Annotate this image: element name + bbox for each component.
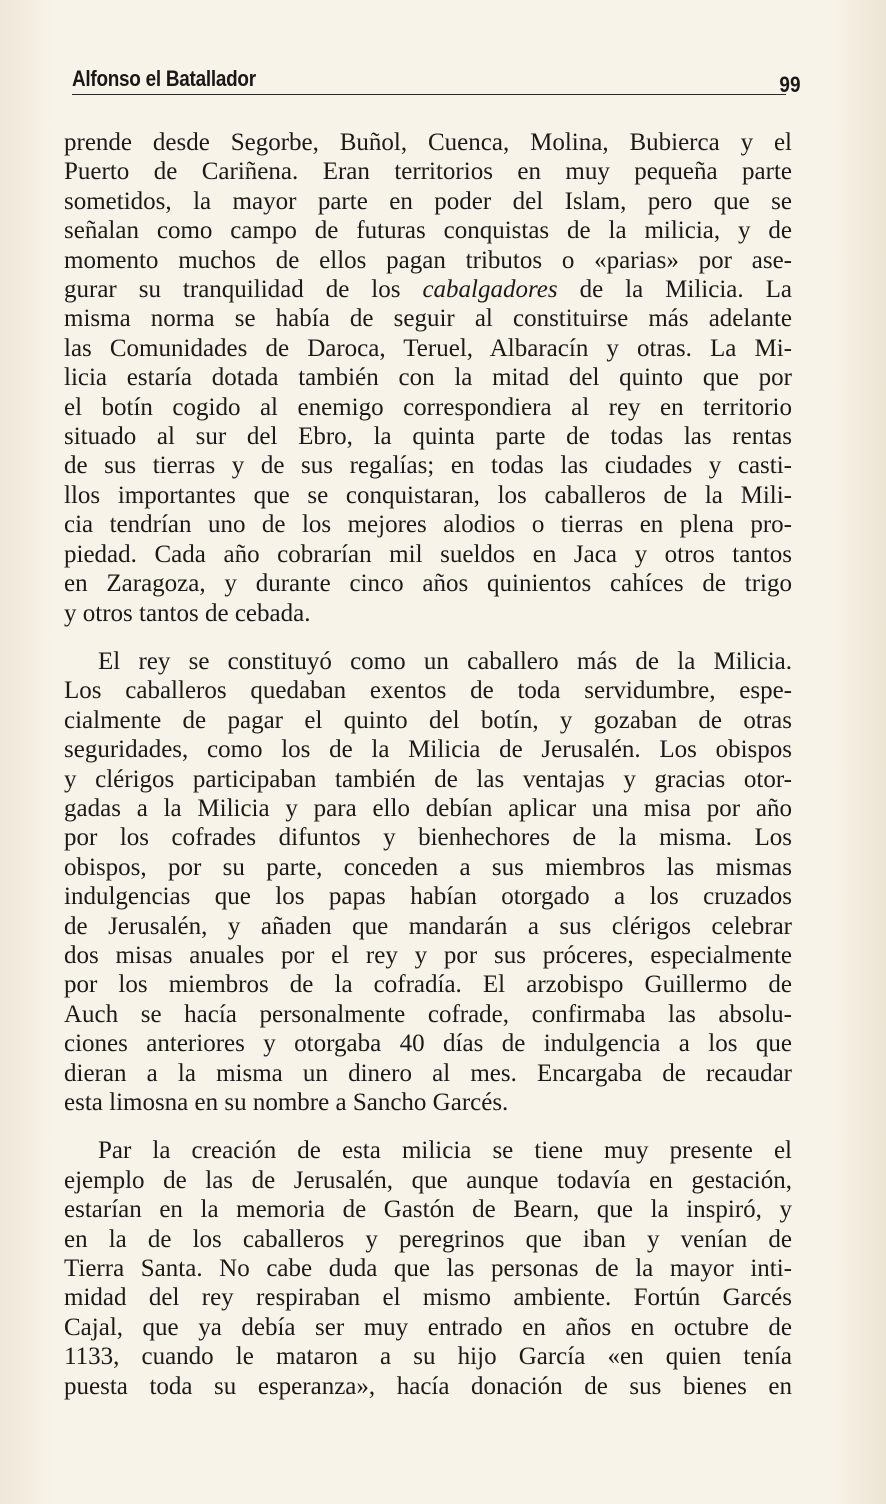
text-line: cialmente de pagar el quinto del botín, y gozaban de otras	[64, 706, 792, 734]
text-line: obispos, por su parte, conceden a sus miembros las mismas	[64, 853, 792, 881]
text-line: seguridades, como los de la Milicia de Jerusalén. Los obispos	[64, 736, 792, 764]
text-line: Puerto de Cariñena. Eran territorios en muy pequeña parte	[64, 158, 792, 186]
text-line: situado al sur del Ebro, la quinta parte de todas las rentas	[64, 423, 792, 451]
text-line: gadas a la Milicia y para ello debían aplicar una misa por año	[64, 794, 792, 822]
text-line: el botín cogido al enemigo correspondiera al rey en territorio	[64, 393, 792, 421]
page-number: 99	[778, 72, 800, 97]
paragraph-2	[64, 647, 792, 1118]
text-line: y otros tantos de cebada.	[64, 599, 311, 627]
paragraph-1	[64, 128, 792, 628]
text-line: momento muchos de ellos pagan tributos o «parias» por ase-	[64, 246, 792, 274]
text-line: en la de los caballeros y peregrinos que iban y venían de	[64, 1225, 792, 1253]
text-line: Tierra Santa. No cabe duda que las personas de la mayor inti-	[64, 1255, 792, 1283]
body-text	[64, 128, 792, 1401]
text-line: midad del rey respiraban el mismo ambiente. Fortún Garcés	[64, 1284, 792, 1312]
text-line: sometidos, la mayor parte en poder del Islam, pero que se	[64, 187, 792, 215]
text-line: y clérigos participaban también de las ventajas y gracias otor-	[64, 765, 792, 793]
text-line: por los miembros de la cofradía. El arzobispo Guillermo de	[64, 971, 792, 999]
text-line: cia tendrían uno de los mejores alodios o tierras en plena pro-	[64, 511, 792, 539]
text-line: dos misas anuales por el rey y por sus próceres, especialmente	[64, 941, 792, 969]
text-line-with-italic: gurar su tranquilidad de los cabalgadores de la Milicia. La	[64, 276, 792, 304]
text-line: llos importantes que se conquistaran, los caballeros de la Mili-	[64, 481, 792, 509]
text-line: 1133, cuando le mataron a su hijo García «en quien tenía	[64, 1343, 792, 1371]
text-line: piedad. Cada año cobrarían mil sueldos en Jaca y otros tantos	[64, 540, 792, 568]
text-line: esta limosna en su nombre a Sancho Garcés.	[64, 1089, 509, 1116]
text-line: Par la creación de esta milicia se tiene muy presente el	[98, 1137, 792, 1165]
paragraph-3	[64, 1136, 792, 1401]
text-line: por los cofrades difuntos y bienhechores de la misma. Los	[64, 824, 792, 852]
text-line: ciones anteriores y otorgaba 40 días de indulgencia a los que	[64, 1030, 792, 1058]
italic-term: cabalgadores	[422, 276, 558, 304]
text-line: de Jerusalén, y añaden que mandarán a sus clérigos celebrar	[64, 912, 792, 940]
text-line: las Comunidades de Daroca, Teruel, Albaracín y otras. La Mi-	[64, 334, 792, 362]
text-line: estarían en la memoria de Gastón de Bearn, que la inspiró, y	[64, 1196, 792, 1224]
text-line: El rey se constituyó como un caballero más de la Milicia.	[98, 647, 792, 675]
header-rule	[72, 94, 786, 95]
text-line: dieran a la misma un dinero al mes. Encargaba de recaudar	[64, 1059, 792, 1087]
text-line: prende desde Segorbe, Buñol, Cuenca, Molina, Bubierca y el	[64, 129, 792, 156]
text-line: misma norma se había de seguir al constituirse más adelante	[64, 305, 792, 333]
text-line: en Zaragoza, y durante cinco años quinientos cahíces de trigo	[64, 570, 792, 598]
text-line: indulgencias que los papas habían otorgado a los cruzados	[64, 883, 792, 911]
text-line: Cajal, que ya debía ser muy entrado en años en octubre de	[64, 1313, 792, 1341]
text-line: Los caballeros quedaban exentos de toda servidumbre, espe-	[64, 677, 792, 705]
text-line: ejemplo de las de Jerusalén, que aunque todavía en gestación,	[64, 1166, 792, 1194]
text-line: de sus tierras y de sus regalías; en todas las ciudades y casti-	[64, 452, 792, 480]
page-header	[72, 64, 800, 100]
text-line: señalan como campo de futuras conquistas de la milicia, y de	[64, 217, 792, 245]
text-line: puesta toda su esperanza», hacía donación de sus bienes en	[64, 1372, 792, 1400]
running-title: Alfonso el Batallador	[72, 66, 256, 91]
text-line: Auch se hacía personalmente cofrade, confirmaba las absolu-	[64, 1000, 792, 1028]
text-line: licia estaría dotada también con la mitad del quinto que por	[64, 364, 792, 392]
